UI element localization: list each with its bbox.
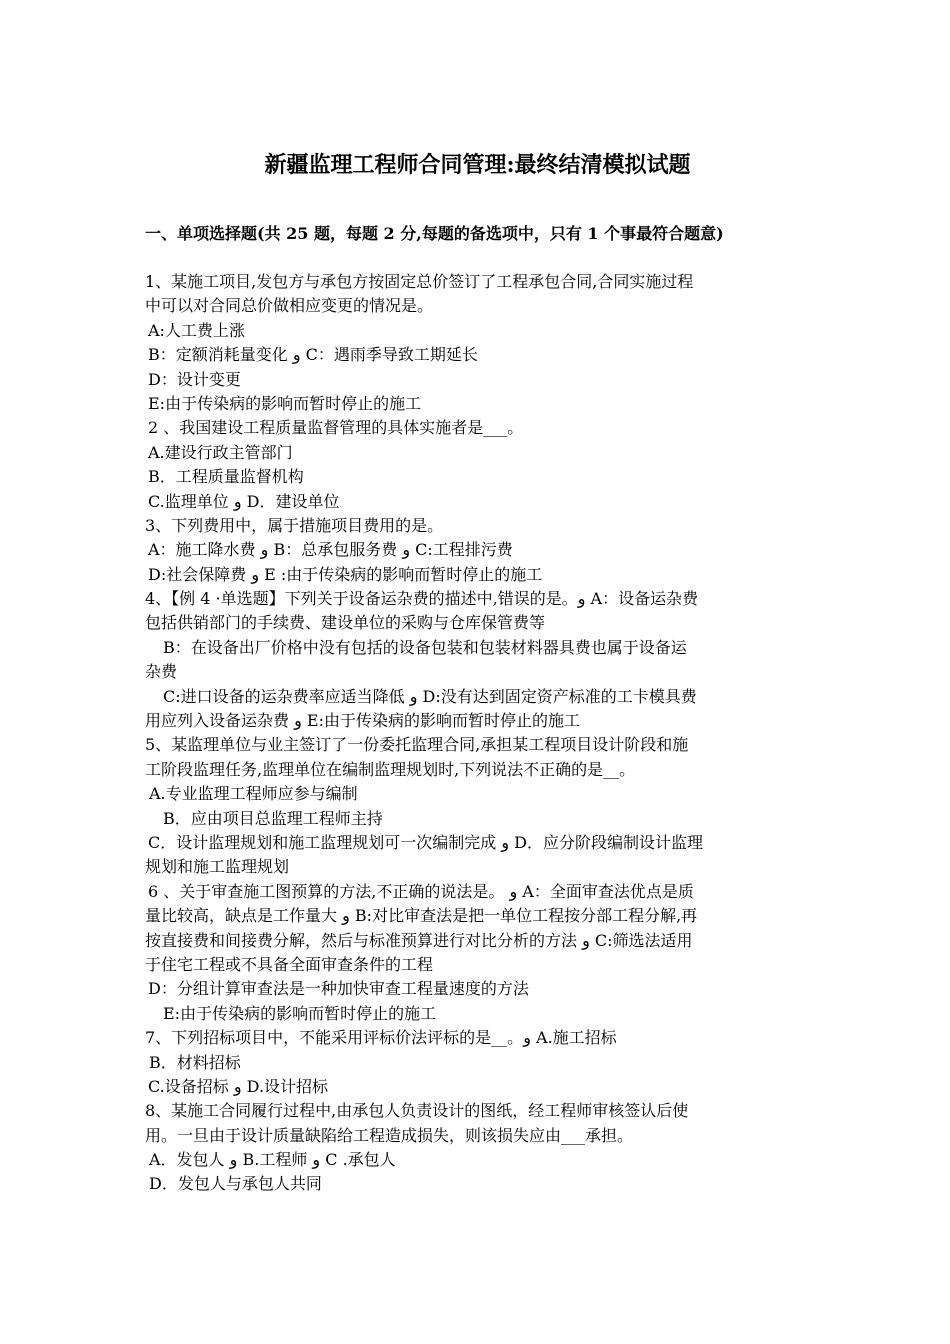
option-line: D:社会保障费 و E :由于传染病的影响而暂时停止的施工 (148, 564, 543, 584)
question-4-line-2: 包括供销部门的手续费、建设单位的采购与仓库保管费等 (145, 613, 546, 633)
option-line: A.专业监理工程师应参与编制 (149, 784, 358, 804)
question-7-line: 7、下列招标项目中，不能采用评标价法评标的是__。و A.施工招标 (145, 1028, 617, 1048)
question-8-line-2: 用。一旦由于设计质量缺陷给工程造成损失，则该损失应由___承担。 (145, 1125, 634, 1145)
question-8-line-1: 8、某施工合同履行过程中,由承包人负责设计的图纸，经工程师审核签认后使 (145, 1101, 689, 1121)
option-line: C.设备招标 و D.设计招标 (148, 1076, 329, 1096)
option-line: C:进口设备的运杂费率应适当降低 و D:没有达到固定资产标准的工卡模具费 (163, 686, 697, 706)
question-6-line-1: 6 、关于审查施工图预算的方法,不正确的说法是。 و A：全面审查法优点是质 (148, 881, 694, 901)
option-line: B：定额消耗量变化 و C：遇雨季导致工期延长 (148, 345, 478, 365)
option-line: D：设计变更 (148, 369, 241, 389)
option-line: A:人工费上涨 (148, 320, 245, 340)
question-3-line: 3、下列费用中，属于措施项目费用的是。 (145, 515, 444, 535)
option-line: B．工程质量监督机构 (148, 467, 304, 487)
question-2-line: 2 、我国建设工程质量监督管理的具体实施者是___。 (148, 418, 524, 438)
option-line: 用应列入设备运杂费 و E:由于传染病的影响而暂时停止的施工 (145, 711, 580, 731)
option-line: C．设计监理规划和施工监理规划可一次编制完成 و D．应分阶段编制设计监理 (148, 832, 703, 852)
option-line: C.监理单位 و D．建设单位 (148, 491, 340, 511)
option-line: E:由于传染病的影响而暂时停止的施工 (163, 1003, 437, 1023)
question-body (145, 270, 810, 1197)
option-line: 杂费 (145, 662, 178, 682)
question-6-line-4: 于住宅工程或不具备全面审查条件的工程 (145, 954, 434, 974)
option-line: A.建设行政主管部门 (148, 442, 293, 462)
option-line: D．发包人与承包人共同 (149, 1174, 322, 1194)
question-1-line-2: 中可以对合同总价做相应变更的情况是。 (145, 296, 434, 316)
question-4-line-1: 4、【例 4 ·单选题】下列关于设备运杂费的描述中,错误的是。و A：设备运杂费 (145, 589, 699, 609)
question-5-line-2: 工阶段监理任务,监理单位在编制监理规划时,下列说法不正确的是__。 (145, 759, 636, 779)
question-5-line-1: 5、某监理单位与业主签订了一份委托监理合同,承担某工程项目设计阶段和施 (145, 735, 689, 755)
question-1-line-1: 1、某施工项目,发包方与承包方按固定总价签订了工程承包合同,合同实施过程 (145, 272, 694, 291)
option-line: E:由于传染病的影响而暂时停止的施工 (148, 393, 422, 413)
document-title: 新疆监理工程师合同管理:最终结清模拟试题 (264, 152, 691, 178)
section-heading: 一、单项选择题(共 25 题，每题 2 分,每题的备选项中，只有 1 个事最符合题意) (145, 224, 724, 243)
option-line: 规划和施工监理规划 (145, 857, 290, 877)
option-line: A：施工降水费 و B：总承包服务费 و C:工程排污费 (148, 540, 513, 560)
option-line: A．发包人 و B.工程师 و C .承包人 (149, 1150, 396, 1170)
question-6-line-2: 量比较高，缺点是工作量大 و B:对比审查法是把一单位工程按分部工程分解,再 (145, 906, 698, 926)
question-6-line-3: 按直接费和间接费分解，然后与标准预算进行对比分析的方法 و C:筛选法适用 (145, 930, 693, 950)
option-line: B：在设备出厂价格中没有包括的设备包装和包装材料器具费也属于设备运 (163, 637, 687, 657)
option-line: B．材料招标 (149, 1052, 241, 1072)
option-line: B．应由项目总监理工程师主持 (163, 808, 383, 828)
option-line: D：分组计算审查法是一种加快审查工程量速度的方法 (148, 979, 529, 999)
